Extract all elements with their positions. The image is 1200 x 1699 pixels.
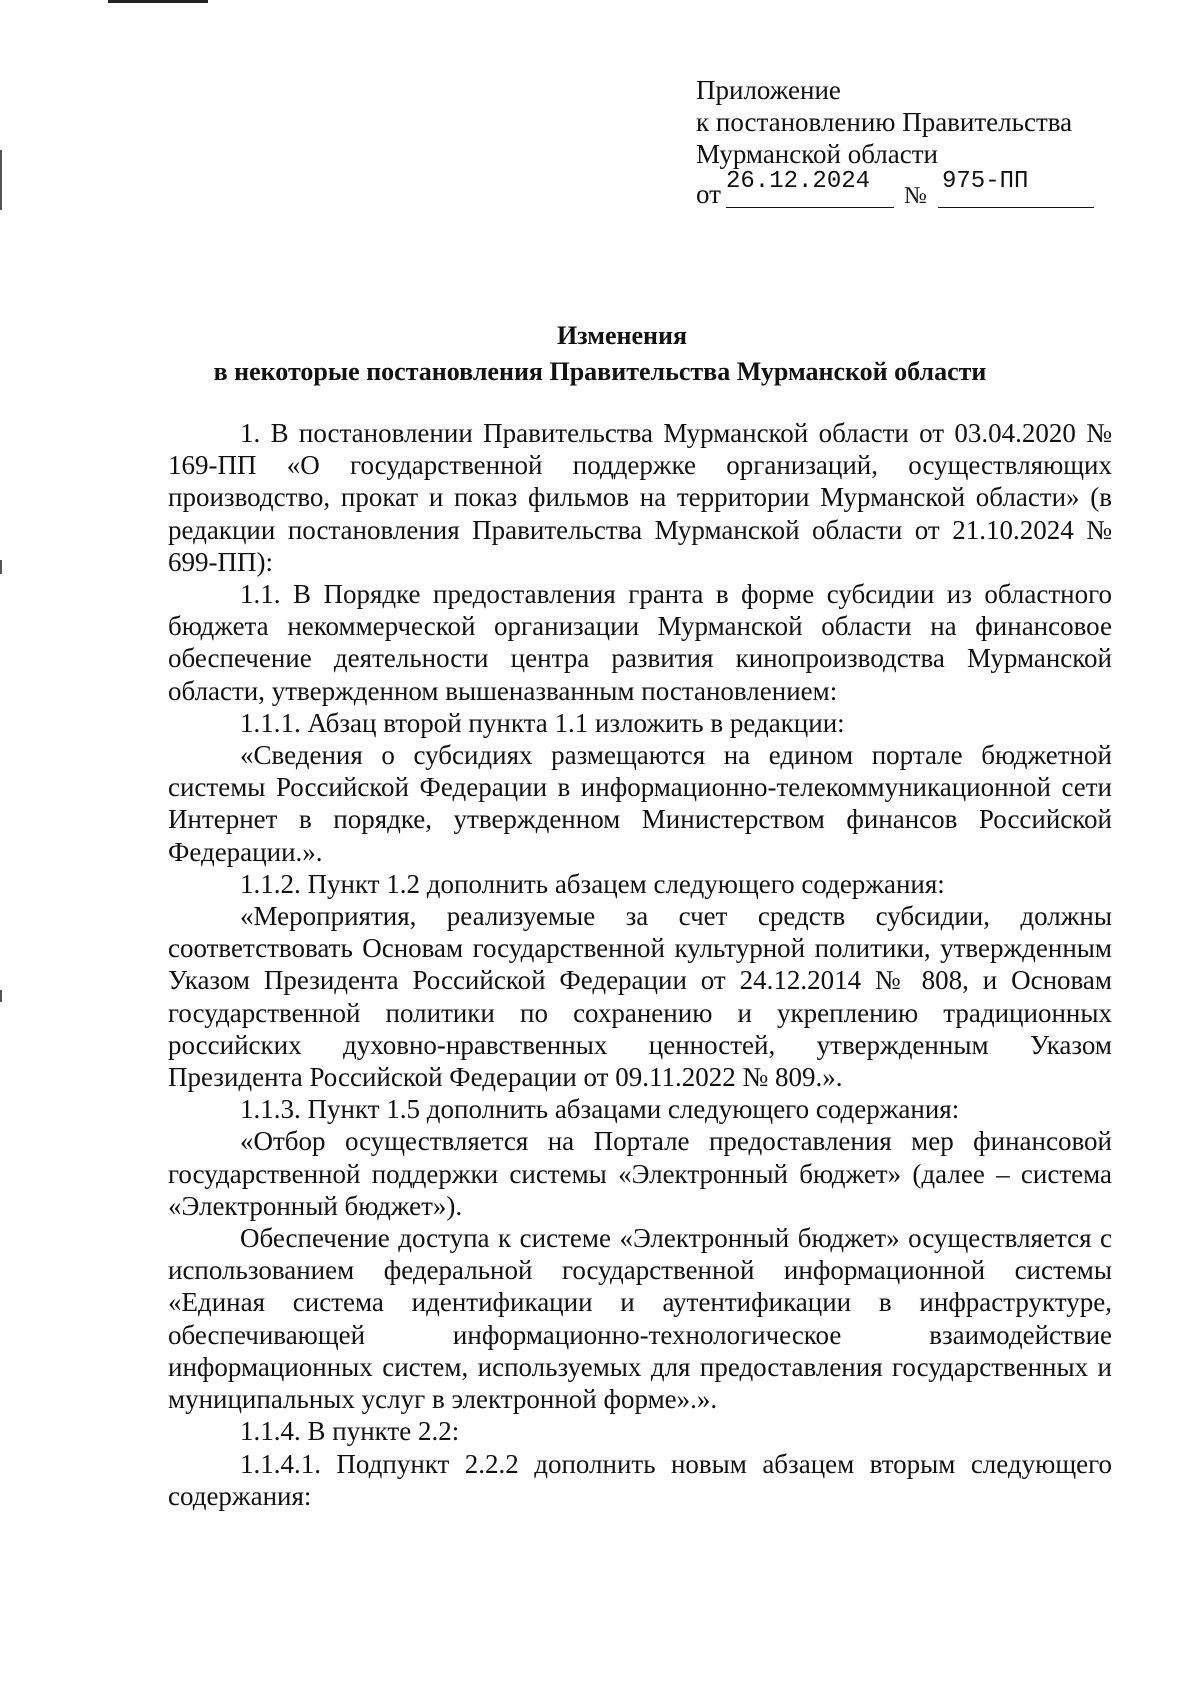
number-underline [938,207,1094,208]
date-prefix: от [696,179,721,209]
scan-artifact-edge [0,560,2,574]
resolution-date: 26.12.2024 [726,168,871,195]
paragraph: 1. В постановлении Правительства Мурманской области от 03.04.2020 № 169-ПП «О государственной поддержке организаций, осуществляющих производство, прокат и показ фильмов на территории Мурманской области» (в редакции постановления Правительства Мурманской области от 21.10.2024 № 699-ПП): [168,418,1112,577]
title-line: в некоторые постановления Правительства Мурманской области [213,357,987,386]
appendix-date-row [696,168,1072,209]
paragraph: 1.1.2. Пункт 1.2 дополнить абзацем следующего содержания: [240,868,945,899]
date-underline [726,207,894,208]
paragraph: 1.1.4. В пункте 2.2: [240,1416,460,1447]
document-body [168,417,1112,1512]
appendix-header [696,74,1073,209]
paragraph: «Мероприятия, реализуемые за счет средств субсидии, должны соответствовать Основам государственной культурной политики, утвержденным Указом Президента Российской Федерации от 24.12.2014 № 808, и Основам государственной политики по сохранению и укреплению традиционных российских духовно-нравственных ценностей, утвержденным Указом Президента Российской Федерации от 09.11.2022 № 809.». [168,901,1112,1093]
paragraph: 1.1.4.1. Подпункт 2.2.2 дополнить новым абзацем вторым следующего содержания: [168,1448,1112,1511]
appendix-line: Приложение [696,75,841,105]
document-title [0,318,1200,390]
scan-artifact-edge [0,990,2,1002]
number-sign: № [904,183,927,209]
resolution-number: 975-ПП [942,168,1029,195]
scan-artifact-top [108,0,208,3]
appendix-line: Мурманской области [696,139,938,169]
paragraph: 1.1.3. Пункт 1.5 дополнить абзацами следующего содержания: [240,1094,960,1125]
paragraph: 1.1. В Порядке предоставления гранта в форме субсидии из областного бюджета некоммерческой организации Мурманской области на финансовое обеспечение деятельности центра развития кинопроизводства Мурманской области, утвержденном вышеназванным постановлением: [168,579,1112,706]
paragraph: «Сведения о субсидиях размещаются на едином портале бюджетной системы Российской Федерации в информационно-телекоммуникационной сети Интернет в порядке, утвержденном Министерством финансов Российской Федерации.». [168,740,1112,867]
paragraph: Обеспечение доступа к системе «Электронный бюджет» осуществляется с использованием федеральной государственной информационной системы «Единая система идентификации и аутентификации в инфраструктуре, обеспечивающей информационно-технологическое взаимодействие информационных систем, используемых для предоставления государственных и муниципальных услуг в электронной форме».». [168,1223,1112,1415]
paragraph: «Отбор осуществляется на Портале предоставления мер финансовой государственной поддержки системы «Электронный бюджет» (далее – система «Электронный бюджет»). [168,1126,1112,1221]
title-line: Изменения [556,321,688,350]
paragraph: 1.1.1. Абзац второй пункта 1.1 изложить в редакции: [240,707,845,738]
scan-artifact-edge [0,150,2,210]
appendix-line: к постановлению Правительства [696,107,1073,137]
